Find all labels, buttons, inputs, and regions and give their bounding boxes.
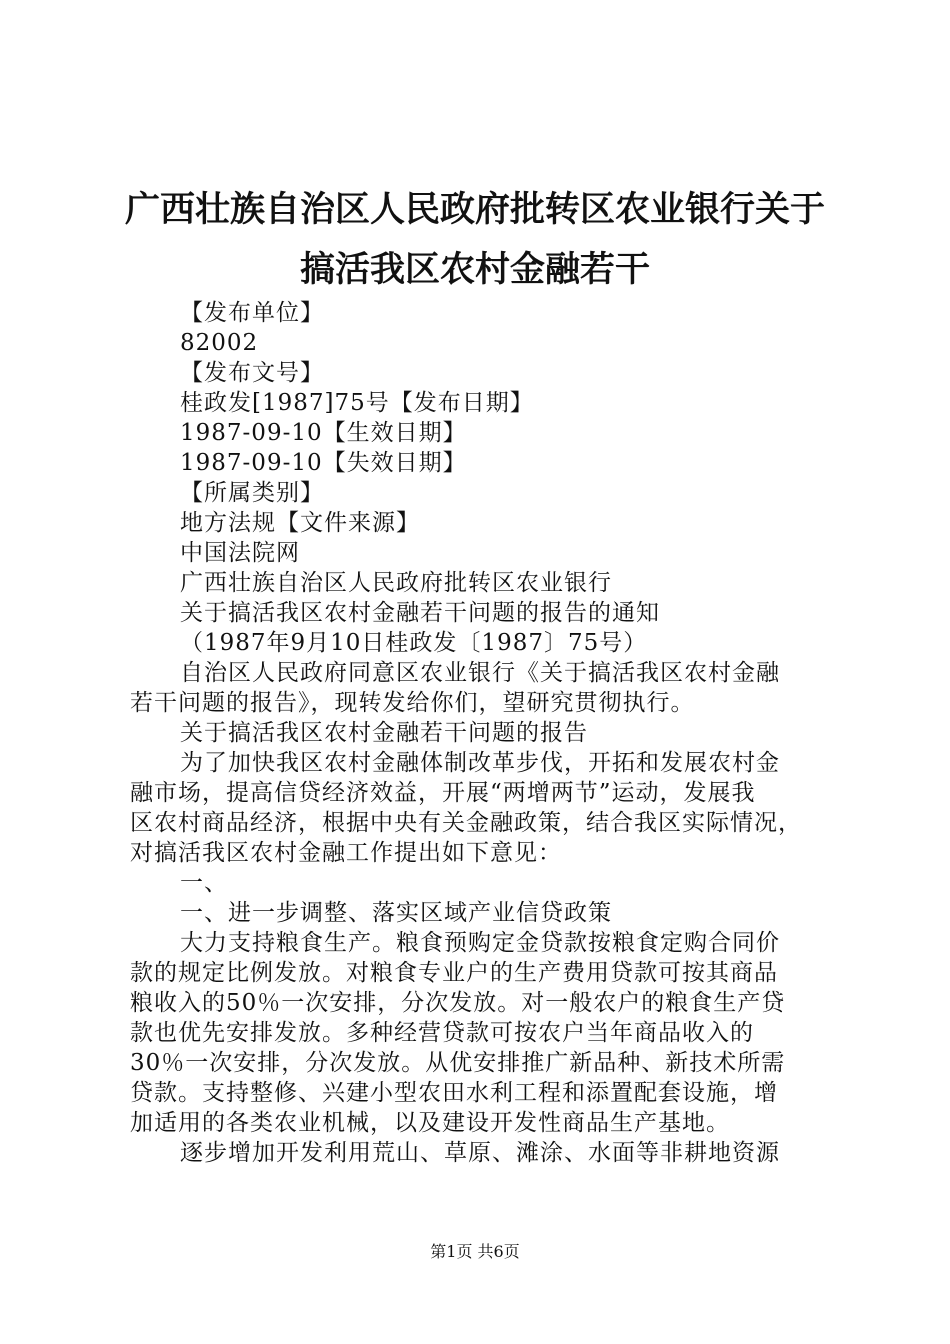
section-heading: 一、进一步调整、落实区域产业信贷政策 bbox=[180, 900, 612, 926]
paragraph-line: 贷款。支持整修、兴建小型农田水利工程和添置配套设施，增 bbox=[130, 1080, 778, 1106]
meta-line: 【发布文号】 bbox=[180, 360, 324, 386]
paragraph-line: 区农村商品经济，根据中央有关金融政策，结合我区实际情况， bbox=[130, 810, 802, 836]
paragraph-line: 大力支持粮食生产。粮食预购定金贷款按粮食定购合同价 bbox=[180, 930, 780, 956]
document-title-line-2: 搞活我区农村金融若干 bbox=[299, 250, 650, 290]
paragraph-line: 若干问题的报告》，现转发给你们，望研究贯彻执行。 bbox=[130, 690, 695, 716]
document-body bbox=[130, 298, 840, 1168]
meta-line: 82002 bbox=[180, 330, 259, 356]
paragraph-line: 款也优先安排发放。多种经营贷款可按农户当年商品收入的 bbox=[130, 1020, 754, 1046]
meta-line: 桂政发[1987]75号【发布日期】 bbox=[180, 390, 534, 416]
paragraph-line: 融市场，提高信贷经济效益，开展“两增两节”运动，发展我 bbox=[130, 780, 756, 806]
paragraph-line: 自治区人民政府同意区农业银行《关于搞活我区农村金融 bbox=[180, 660, 780, 686]
page-number-footer: 第1页 共6页 bbox=[430, 1242, 520, 1261]
report-title: 关于搞活我区农村金融若干问题的报告 bbox=[180, 720, 588, 746]
meta-line: 1987-09-10【失效日期】 bbox=[180, 450, 467, 476]
paragraph-line: 逐步增加开发利用荒山、草原、滩涂、水面等非耕地资源 bbox=[180, 1140, 780, 1166]
paragraph-line: 30％一次安排，分次发放。从优安排推广新品种、新技术所需 bbox=[130, 1050, 786, 1076]
document-title-line-1: 广西壮族自治区人民政府批转区农业银行关于 bbox=[124, 190, 825, 230]
meta-line: 【发布单位】 bbox=[180, 300, 324, 326]
paragraph-line: 加适用的各类农业机械，以及建设开发性商品生产基地。 bbox=[130, 1110, 730, 1136]
meta-line: 【所属类别】 bbox=[180, 480, 324, 506]
meta-line: 广西壮族自治区人民政府批转区农业银行 bbox=[180, 570, 612, 596]
meta-line: 关于搞活我区农村金融若干问题的报告的通知 bbox=[180, 600, 660, 626]
paragraph-line: 对搞活我区农村金融工作提出如下意见： bbox=[130, 840, 562, 866]
paragraph-line: 款的规定比例发放。对粮食专业户的生产费用贷款可按其商品 bbox=[130, 960, 778, 986]
paragraph-line: 粮收入的50％一次安排，分次发放。对一般农户的粮食生产贷 bbox=[130, 990, 786, 1016]
meta-line: 地方法规【文件来源】 bbox=[180, 510, 420, 536]
paragraph-line: 为了加快我区农村金融体制改革步伐，开拓和发展农村金 bbox=[180, 750, 780, 776]
meta-line: 中国法院网 bbox=[180, 540, 300, 566]
meta-line: （1987年9月10日桂政发〔1987〕75号） bbox=[180, 630, 648, 656]
meta-line: 1987-09-10【生效日期】 bbox=[180, 420, 467, 446]
section-heading: 一、 bbox=[180, 870, 228, 896]
